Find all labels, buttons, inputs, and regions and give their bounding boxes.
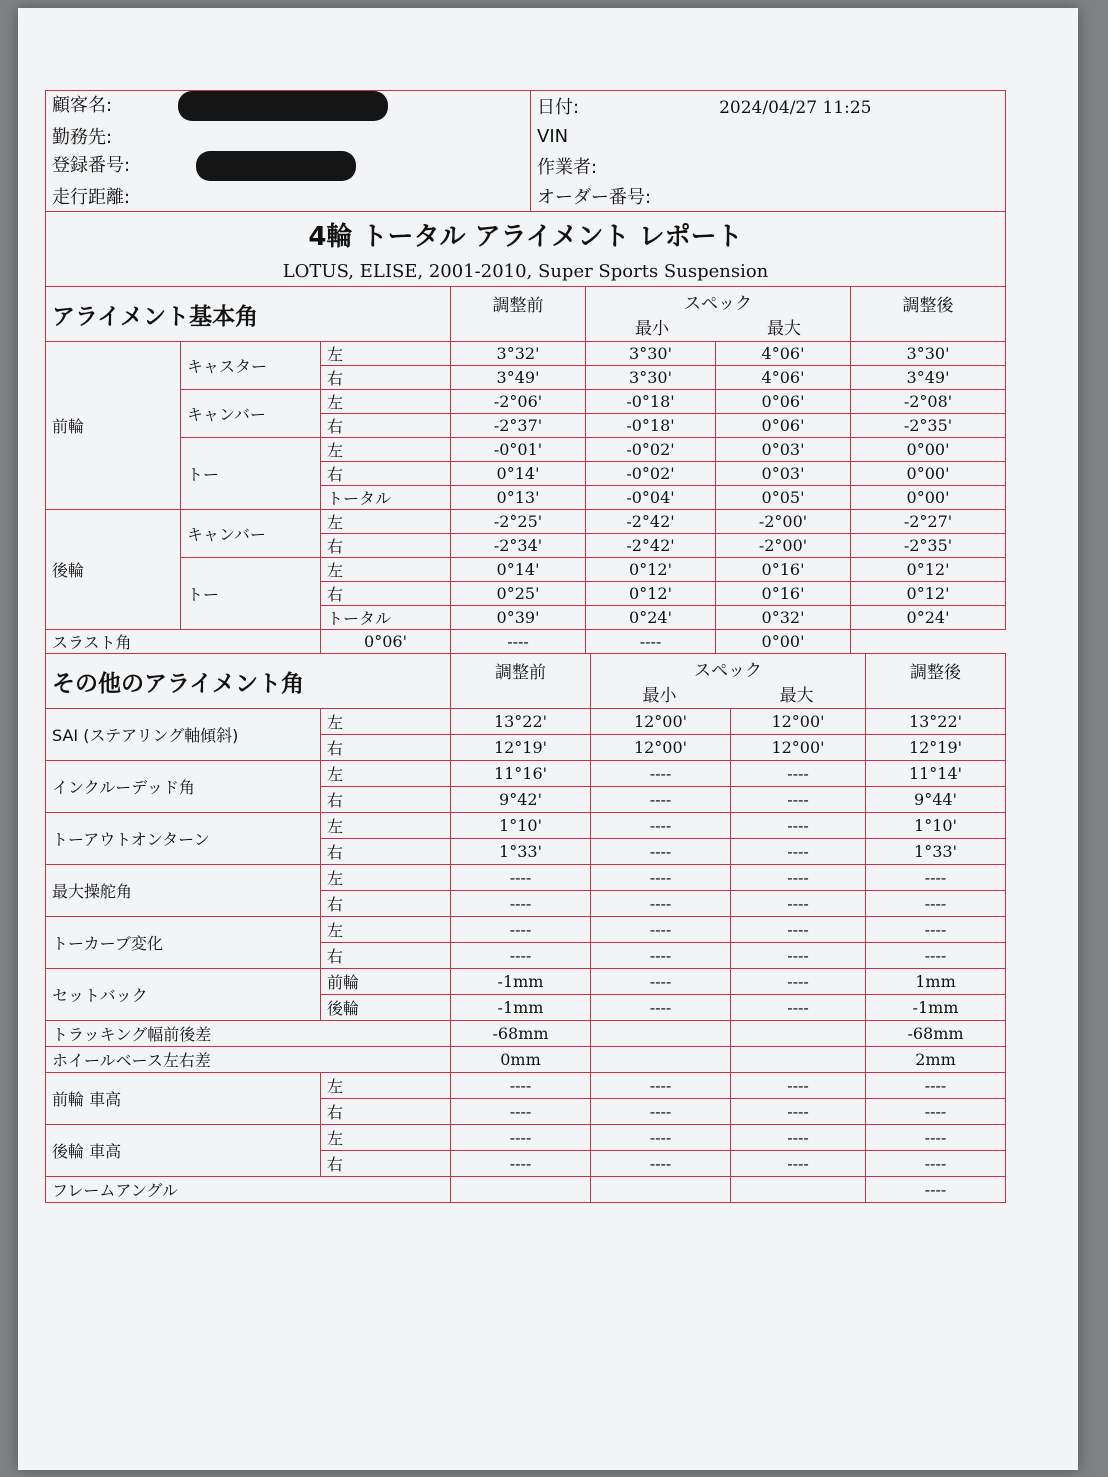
wheel-group-label: 後輪 <box>46 510 181 630</box>
value-after: 1°10' <box>866 813 1006 839</box>
value-after: 2mm <box>866 1047 1006 1073</box>
value-max <box>731 1021 866 1047</box>
value-max: 0°16' <box>716 582 851 606</box>
redacted-customer <box>178 91 388 121</box>
value-min: 0°24' <box>586 606 716 630</box>
value-before: 0°14' <box>451 462 586 486</box>
value-min: ---- <box>591 839 731 865</box>
value-max: 12°00' <box>731 709 866 735</box>
col-max: 最大 <box>767 319 801 339</box>
thrust-label: スラスト角 <box>46 630 321 654</box>
value-after: -2°08' <box>851 390 1006 414</box>
customer-field <box>46 91 531 122</box>
value-max <box>731 1177 866 1203</box>
value-after: ---- <box>866 1151 1006 1177</box>
workplace-label: 勤務先: <box>52 127 113 148</box>
value-before <box>451 1177 591 1203</box>
value-after: 0°12' <box>851 582 1006 606</box>
side-label: 左 <box>321 813 451 839</box>
value-min: 3°30' <box>586 366 716 390</box>
other-row <box>46 1125 1006 1151</box>
value-after: 3°49' <box>851 366 1006 390</box>
date-value: 2024/04/27 11:25 <box>719 98 872 118</box>
value-min: ---- <box>591 813 731 839</box>
date-field <box>531 91 1006 122</box>
basic-row <box>46 438 1006 462</box>
value-max: 0°03' <box>716 462 851 486</box>
value-after: 0°00' <box>716 630 851 654</box>
value-before: ---- <box>451 865 591 891</box>
vehicle-name: LOTUS, ELISE, 2001-2010, Super Sports Suspension <box>46 256 1006 287</box>
mileage-label: 走行距離: <box>52 187 131 208</box>
side-label: トータル <box>321 486 451 510</box>
value-after: ---- <box>866 891 1006 917</box>
other-angle-label: インクルーデッド角 <box>46 761 321 813</box>
value-min: 0°12' <box>586 582 716 606</box>
side-label: 右 <box>321 534 451 558</box>
value-after: 13°22' <box>866 709 1006 735</box>
other-row <box>46 1021 1006 1047</box>
value-before: -2°25' <box>451 510 586 534</box>
other-row <box>46 1047 1006 1073</box>
redacted-registration <box>196 151 356 181</box>
side-label: トータル <box>321 606 451 630</box>
side-label: 後輪 <box>321 995 451 1021</box>
col-before: 調整前 <box>451 287 586 342</box>
value-after: -1mm <box>866 995 1006 1021</box>
value-after: 11°14' <box>866 761 1006 787</box>
value-after: ---- <box>866 943 1006 969</box>
vin-label: VIN <box>537 125 569 147</box>
value-min <box>591 1047 731 1073</box>
value-after: -68mm <box>866 1021 1006 1047</box>
value-max: -2°00' <box>716 510 851 534</box>
value-before: 0mm <box>451 1047 591 1073</box>
other-angles-table <box>45 653 1006 1203</box>
value-min: ---- <box>591 761 731 787</box>
other-angle-label: 最大操舵角 <box>46 865 321 917</box>
value-max: ---- <box>731 839 866 865</box>
value-max: ---- <box>731 865 866 891</box>
value-max: 4°06' <box>716 342 851 366</box>
value-min: -0°18' <box>586 414 716 438</box>
value-min: ---- <box>591 969 731 995</box>
other-angles-body <box>46 709 1006 1203</box>
value-before: ---- <box>451 1151 591 1177</box>
col-spec <box>586 287 851 342</box>
value-min: -0°02' <box>586 438 716 462</box>
value-min: -0°18' <box>586 390 716 414</box>
value-before: 0°06' <box>321 630 451 654</box>
value-max: -2°00' <box>716 534 851 558</box>
other-angle-label: SAI (ステアリング軸傾斜) <box>46 709 321 761</box>
angle-label: キャンバー <box>181 390 321 438</box>
side-label: 左 <box>321 917 451 943</box>
value-max: 12°00' <box>731 735 866 761</box>
value-min: ---- <box>591 787 731 813</box>
side-label: 右 <box>321 943 451 969</box>
operator-field <box>531 151 1006 181</box>
angle-label: キャンバー <box>181 510 321 558</box>
value-min: 0°12' <box>586 558 716 582</box>
value-max: ---- <box>586 630 716 654</box>
other-row <box>46 709 1006 735</box>
value-max: ---- <box>731 943 866 969</box>
value-before: ---- <box>451 1073 591 1099</box>
value-min: ---- <box>591 891 731 917</box>
other-row <box>46 761 1006 787</box>
value-after: 1°33' <box>866 839 1006 865</box>
value-before: 0°25' <box>451 582 586 606</box>
workplace-field <box>46 121 531 151</box>
value-min: -2°42' <box>586 534 716 558</box>
side-label: 右 <box>321 366 451 390</box>
date-label: 日付: <box>537 97 580 118</box>
other-angle-label: フレームアングル <box>46 1177 451 1203</box>
value-min: 12°00' <box>591 735 731 761</box>
side-label: 左 <box>321 1125 451 1151</box>
value-before: -2°37' <box>451 414 586 438</box>
other-col-max: 最大 <box>779 686 814 706</box>
other-row <box>46 813 1006 839</box>
operator-label: 作業者: <box>537 157 598 178</box>
side-label: 左 <box>321 438 451 462</box>
other-col-after: 調整後 <box>866 654 1006 709</box>
side-label: 右 <box>321 839 451 865</box>
value-min: ---- <box>591 1151 731 1177</box>
other-row <box>46 969 1006 995</box>
side-label: 右 <box>321 891 451 917</box>
other-angle-label: 後輪 車高 <box>46 1125 321 1177</box>
other-row <box>46 1073 1006 1099</box>
value-min: ---- <box>591 865 731 891</box>
value-max: 4°06' <box>716 366 851 390</box>
registration-field <box>46 151 531 181</box>
col-after: 調整後 <box>851 287 1006 342</box>
side-label: 左 <box>321 761 451 787</box>
value-max: 0°06' <box>716 390 851 414</box>
value-max: ---- <box>731 1125 866 1151</box>
side-label: 左 <box>321 865 451 891</box>
side-label: 前輪 <box>321 969 451 995</box>
value-max: 0°16' <box>716 558 851 582</box>
col-spec-label: スペック <box>684 294 752 314</box>
value-min: -2°42' <box>586 510 716 534</box>
report-title: 4輪 トータル アライメント レポート <box>46 212 1006 257</box>
value-after: 0°00' <box>851 462 1006 486</box>
other-row <box>46 917 1006 943</box>
value-after: 12°19' <box>866 735 1006 761</box>
value-min: -0°02' <box>586 462 716 486</box>
value-min <box>591 1021 731 1047</box>
order-label: オーダー番号: <box>537 187 652 208</box>
value-after: -2°35' <box>851 534 1006 558</box>
other-row <box>46 865 1006 891</box>
value-after: ---- <box>866 1073 1006 1099</box>
value-after: ---- <box>866 865 1006 891</box>
value-max: 0°03' <box>716 438 851 462</box>
value-after: 3°30' <box>851 342 1006 366</box>
value-before: ---- <box>451 943 591 969</box>
side-label: 左 <box>321 510 451 534</box>
other-section-title: その他のアライメント角 <box>46 654 451 709</box>
value-after: 0°00' <box>851 486 1006 510</box>
value-before: ---- <box>451 891 591 917</box>
angle-label: キャスター <box>181 342 321 390</box>
side-label: 右 <box>321 582 451 606</box>
value-after: 9°44' <box>866 787 1006 813</box>
value-after: 0°12' <box>851 558 1006 582</box>
value-max: ---- <box>731 787 866 813</box>
value-after: ---- <box>866 1099 1006 1125</box>
value-before: 0°13' <box>451 486 586 510</box>
value-min: ---- <box>591 1125 731 1151</box>
value-after: 1mm <box>866 969 1006 995</box>
value-max: ---- <box>731 813 866 839</box>
other-col-spec <box>591 654 866 709</box>
basic-angles-body <box>46 342 1006 654</box>
value-min: 12°00' <box>591 709 731 735</box>
value-min: -0°04' <box>586 486 716 510</box>
value-after: -2°35' <box>851 414 1006 438</box>
value-before: 1°10' <box>451 813 591 839</box>
side-label: 左 <box>321 390 451 414</box>
value-before: -1mm <box>451 995 591 1021</box>
value-max: ---- <box>731 1073 866 1099</box>
report-header <box>45 90 1006 287</box>
value-before: 0°14' <box>451 558 586 582</box>
side-label: 左 <box>321 709 451 735</box>
value-max: 0°32' <box>716 606 851 630</box>
value-after: -2°27' <box>851 510 1006 534</box>
value-before: 3°49' <box>451 366 586 390</box>
value-max <box>731 1047 866 1073</box>
basic-row <box>46 630 1006 654</box>
value-min: ---- <box>591 917 731 943</box>
side-label: 左 <box>321 1073 451 1099</box>
wheel-group-label: 前輪 <box>46 342 181 510</box>
other-angle-label: トーアウトオンターン <box>46 813 321 865</box>
value-before: -0°01' <box>451 438 586 462</box>
value-before: 1°33' <box>451 839 591 865</box>
value-before: ---- <box>451 917 591 943</box>
value-min: 3°30' <box>586 342 716 366</box>
basic-angles-table <box>45 286 1006 654</box>
alignment-report <box>45 90 1005 1203</box>
side-label: 右 <box>321 735 451 761</box>
value-after: 0°24' <box>851 606 1006 630</box>
basic-section-title: アライメント基本角 <box>46 287 451 342</box>
value-before: 9°42' <box>451 787 591 813</box>
side-label: 右 <box>321 1099 451 1125</box>
value-max: ---- <box>731 891 866 917</box>
value-max: ---- <box>731 761 866 787</box>
value-min: ---- <box>591 995 731 1021</box>
value-max: 0°05' <box>716 486 851 510</box>
other-angle-label: トーカーブ変化 <box>46 917 321 969</box>
angle-label: トー <box>181 438 321 510</box>
value-before: -1mm <box>451 969 591 995</box>
other-angle-label: 前輪 車高 <box>46 1073 321 1125</box>
customer-label: 顧客名: <box>52 95 113 116</box>
col-min: 最小 <box>635 319 669 339</box>
value-max: ---- <box>731 995 866 1021</box>
value-max: ---- <box>731 1151 866 1177</box>
value-min <box>591 1177 731 1203</box>
value-min: ---- <box>591 1099 731 1125</box>
value-before: 0°39' <box>451 606 586 630</box>
mileage-field <box>46 181 531 212</box>
value-after: 0°00' <box>851 438 1006 462</box>
value-min: ---- <box>591 1073 731 1099</box>
side-label: 左 <box>321 342 451 366</box>
value-max: 0°06' <box>716 414 851 438</box>
vin-field <box>531 121 1006 151</box>
other-col-before: 調整前 <box>451 654 591 709</box>
registration-label: 登録番号: <box>52 155 131 176</box>
value-max: ---- <box>731 1099 866 1125</box>
value-before: 11°16' <box>451 761 591 787</box>
value-after: ---- <box>866 1125 1006 1151</box>
value-max: ---- <box>731 969 866 995</box>
order-field <box>531 181 1006 212</box>
side-label: 右 <box>321 414 451 438</box>
value-after: ---- <box>866 1177 1006 1203</box>
basic-row <box>46 342 1006 366</box>
value-before: -2°06' <box>451 390 586 414</box>
basic-row <box>46 510 1006 534</box>
basic-row <box>46 558 1006 582</box>
other-col-spec-label: スペック <box>694 661 762 681</box>
value-before: 12°19' <box>451 735 591 761</box>
other-angle-label: トラッキング幅前後差 <box>46 1021 451 1047</box>
basic-row <box>46 390 1006 414</box>
value-after: ---- <box>866 917 1006 943</box>
angle-label: トー <box>181 558 321 630</box>
value-before: 3°32' <box>451 342 586 366</box>
value-min: ---- <box>591 943 731 969</box>
side-label: 右 <box>321 1151 451 1177</box>
value-min: ---- <box>451 630 586 654</box>
value-before: -68mm <box>451 1021 591 1047</box>
other-row <box>46 1177 1006 1203</box>
value-max: ---- <box>731 917 866 943</box>
value-before: 13°22' <box>451 709 591 735</box>
other-col-min: 最小 <box>642 686 677 706</box>
value-before: ---- <box>451 1125 591 1151</box>
side-label: 左 <box>321 558 451 582</box>
other-angle-label: ホイールベース左右差 <box>46 1047 451 1073</box>
value-before: ---- <box>451 1099 591 1125</box>
other-angle-label: セットバック <box>46 969 321 1021</box>
side-label: 右 <box>321 462 451 486</box>
value-before: -2°34' <box>451 534 586 558</box>
side-label: 右 <box>321 787 451 813</box>
